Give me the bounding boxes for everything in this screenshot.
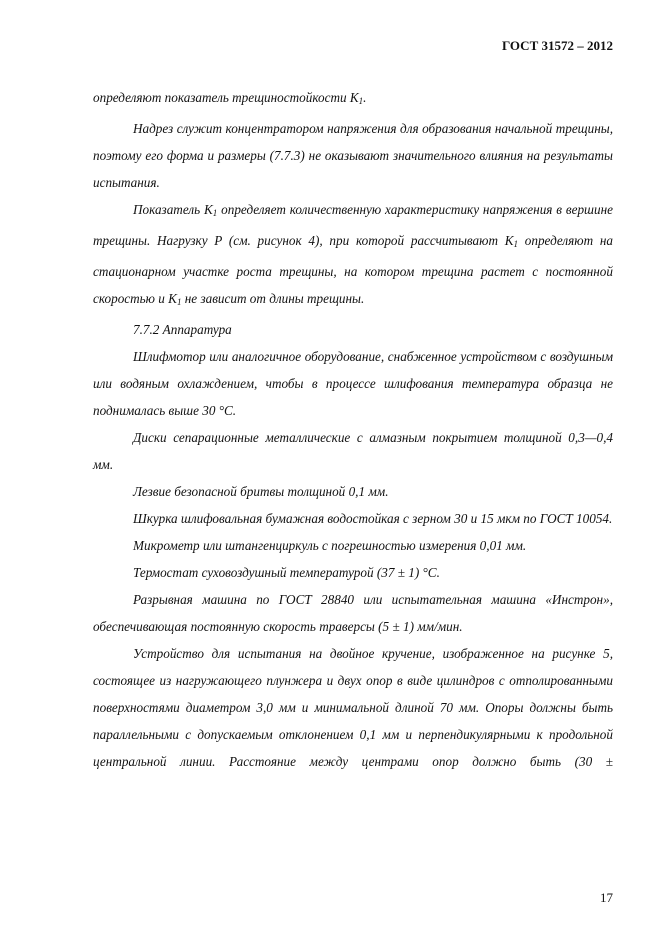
subscript: 1 xyxy=(358,96,364,106)
paragraph: Лезвие безопасной бритвы толщиной 0,1 мм. xyxy=(133,484,389,499)
page-number: 17 xyxy=(600,890,613,905)
paragraph: Шлифмотор или аналогичное оборудование, снабженное устройством с воздушным или водяным охлаждением, чтобы в процессе шлифования температура образца не поднималась выше 30 °С. xyxy=(93,349,613,418)
subscript: 1 xyxy=(212,208,218,218)
subscript: 1 xyxy=(176,297,182,307)
paragraph: Термостат суховоздушный температурой (37 ± 1) °С. xyxy=(133,565,440,580)
paragraph: Устройство для испытания на двойное кручение, изображенное на рисунке 5, состоящее из нагружающего плунжера и двух опор в виде цилиндров с отполированными поверхностями диаметром 3,0 мм и минимальной длиной 70 мм. Опоры должны быть параллельными с допускаемым отклонением 0,1 мм и перпендикулярными к продольной центральной линии. Расстояние между центрами опор должно быть (30 ± xyxy=(93,646,613,769)
paragraph: Надрез служит концентратором напряжения для образования начальной трещины, поэтому его форма и размеры (7.7.3) не оказывают значительного влияния на результаты испытания. xyxy=(93,121,613,190)
document-body xyxy=(93,84,613,775)
paragraph: Микрометр или штангенциркуль с погрешностью измерения 0,01 мм. xyxy=(133,538,527,553)
paragraph: Шкурка шлифовальная бумажная водостойкая с зерном 30 и 15 мкм по ГОСТ 10054. xyxy=(133,511,613,526)
paragraph xyxy=(93,84,613,115)
paragraph-text: определяют показатель трещиностойкости K xyxy=(93,90,359,105)
paragraph-text: Показатель K xyxy=(133,202,213,217)
paragraph-text: определяют на стационарном участке роста трещины, на котором трещина растет с постоянной скоростью и K xyxy=(93,233,613,306)
subscript: 1 xyxy=(513,239,519,249)
section-heading: 7.7.2 Аппаратура xyxy=(133,322,232,337)
paragraph xyxy=(93,196,613,316)
document-header: ГОСТ 31572 – 2012 xyxy=(501,38,613,53)
paragraph: Диски сепарационные металлические с алмазным покрытием толщиной 0,3—0,4 мм. xyxy=(93,430,613,472)
paragraph-text: . xyxy=(363,90,367,105)
paragraph-text: определяет количественную характеристику напряжения в вершине трещины. Нагрузку P (см. рисунок 4), при которой рассчитывают K xyxy=(93,202,614,248)
paragraph-text: не зависит от длины трещины. xyxy=(181,291,365,306)
paragraph: Разрывная машина по ГОСТ 28840 или испытательная машина «Инстрон», обеспечивающая постоянную скорость траверсы (5 ± 1) мм/мин. xyxy=(93,592,613,634)
